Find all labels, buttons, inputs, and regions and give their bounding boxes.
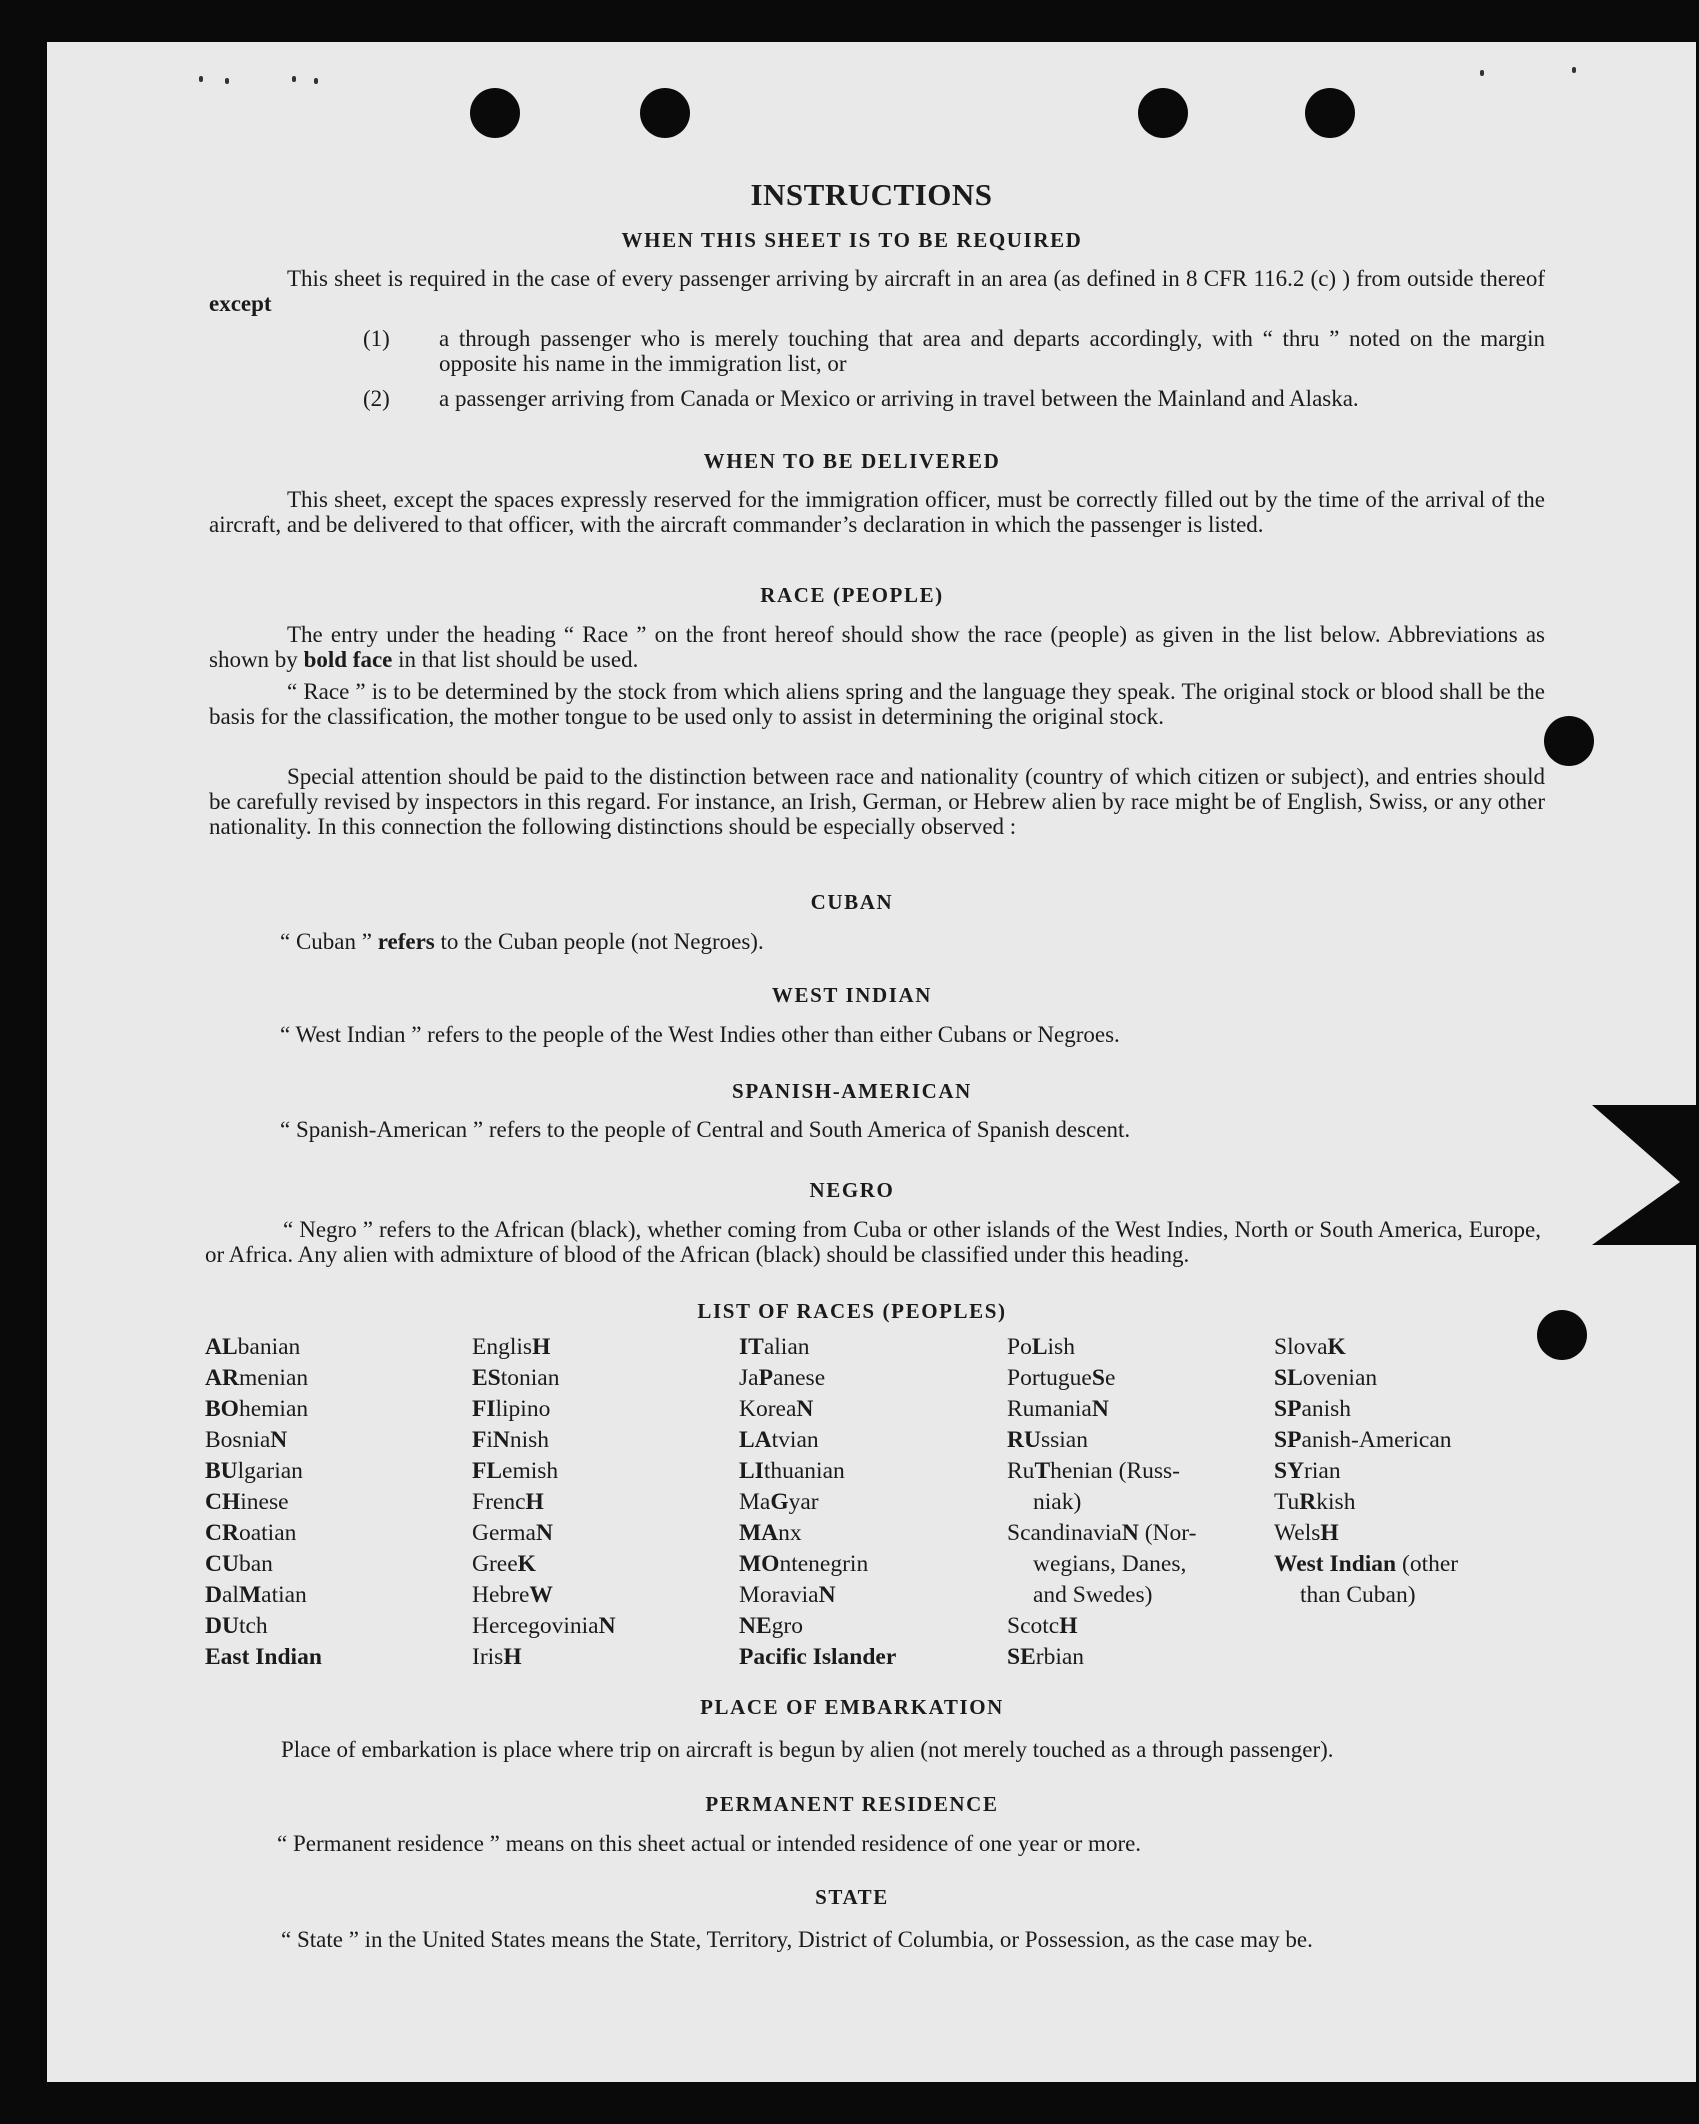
race-abbreviation: N <box>535 1520 553 1546</box>
race-name-text: tonian <box>500 1365 560 1391</box>
race-name-text: lipino <box>495 1396 551 1422</box>
race-list-item <box>472 1394 732 1425</box>
race-abbreviation: W <box>529 1582 553 1608</box>
race-abbreviation: P <box>758 1365 773 1391</box>
race-list-item <box>739 1456 999 1487</box>
race-list-item <box>472 1580 732 1611</box>
race-abbreviation: F <box>472 1427 487 1453</box>
race-name-text: menian <box>238 1365 309 1391</box>
races-column-2 <box>472 1332 732 1673</box>
race-list-item <box>1007 1363 1272 1394</box>
race-abbreviation: ES <box>472 1365 501 1391</box>
race-abbreviation: K <box>517 1551 536 1577</box>
race-list-item <box>1274 1549 1514 1580</box>
race-abbreviation: FL <box>472 1458 503 1484</box>
punch-hole <box>470 88 520 138</box>
race-abbreviation: N <box>492 1427 510 1453</box>
race-list-item <box>472 1611 732 1642</box>
race-name-text: oatian <box>238 1520 297 1546</box>
race-list-item <box>472 1549 732 1580</box>
paragraph-spanish-american: “ Spanish-American ” refers to the people of Central and South America of Spanish descent. <box>280 1117 1131 1142</box>
heading-list-of-races: LIST OF RACES (PEOPLES) <box>697 1299 1007 1323</box>
race-list-item <box>1007 1642 1272 1673</box>
race-list-item <box>472 1332 732 1363</box>
item-number: (1) <box>363 326 390 351</box>
race-list-item <box>205 1611 465 1642</box>
race-list-item <box>205 1363 465 1394</box>
race-name-text: Englis <box>472 1334 533 1360</box>
race-name-text: ish <box>1047 1334 1075 1360</box>
race-list-item <box>205 1332 465 1363</box>
race-abbreviation: LA <box>739 1427 772 1453</box>
speck <box>314 78 318 84</box>
race-abbreviation: IT <box>739 1334 764 1360</box>
page-title: INSTRUCTIONS <box>750 177 993 212</box>
race-abbreviation: N <box>598 1613 616 1639</box>
heading-embarkation: PLACE OF EMBARKATION <box>700 1695 1004 1719</box>
paragraph-cuban: “ Cuban ” refers to the Cuban people (not Negroes). <box>280 929 764 954</box>
race-list-item <box>472 1456 732 1487</box>
race-list-item <box>205 1580 465 1611</box>
race-name-text: Slova <box>1274 1334 1328 1360</box>
race-name-text: anish <box>1301 1396 1352 1422</box>
race-abbreviation: RU <box>1007 1427 1041 1453</box>
race-name-text: nish <box>509 1427 550 1453</box>
race-name-text: inese <box>240 1489 289 1515</box>
race-abbreviation: FI <box>472 1396 496 1422</box>
race-abbreviation: S <box>1091 1365 1105 1391</box>
heading-when-delivered: WHEN TO BE DELIVERED <box>703 449 1001 473</box>
speck <box>225 78 229 84</box>
race-abbreviation: N <box>796 1396 814 1422</box>
race-name-text: Portugue <box>1007 1365 1092 1391</box>
race-list-item <box>739 1642 999 1673</box>
document-page <box>47 42 1696 2082</box>
race-list-item <box>205 1549 465 1580</box>
paragraph-state: “ State ” in the United States means the State, Territory, District of Columbia, or Possession, as the case may be. <box>281 1927 1313 1952</box>
race-list-item <box>472 1425 732 1456</box>
race-name-text: Gree <box>472 1551 518 1577</box>
races-column-1 <box>205 1332 465 1673</box>
race-name-text: banian <box>237 1334 301 1360</box>
race-abbreviation: BU <box>205 1458 238 1484</box>
heading-west-indian: WEST INDIAN <box>771 983 933 1007</box>
race-name-text: tvian <box>771 1427 819 1453</box>
race-abbreviation: H <box>1059 1613 1078 1639</box>
race-list-item-text: niak) <box>1033 1489 1082 1515</box>
race-name-text: tch <box>238 1613 268 1639</box>
race-abbreviation: CU <box>205 1551 239 1577</box>
race-name-text: lgarian <box>237 1458 303 1484</box>
race-name-text: ssian <box>1040 1427 1088 1453</box>
paragraph-when-delivered: This sheet, except the spaces expressly reserved for the immigration officer, must be correctly filled out by the time of the arrival of the aircraft, and be delivered to that officer, with the aircraft commander’s declaration in which the passenger is listed. <box>209 487 1545 537</box>
race-name-text: Rumania <box>1007 1396 1092 1422</box>
race-list-item <box>205 1487 465 1518</box>
race-list-item <box>739 1580 999 1611</box>
race-abbreviation: BO <box>205 1396 239 1422</box>
race-abbreviation: R <box>1299 1489 1317 1515</box>
paragraph-race-1: The entry under the heading “ Race ” on the front hereof should show the race (people) as given in the list below. Abbreviations as shown by bold face in that list should be used. <box>209 622 1545 672</box>
item-text: a passenger arriving from Canada or Mexico or arriving in travel between the Mainland and Alaska. <box>439 386 1359 411</box>
race-list-item-text: and Swedes) <box>1033 1582 1153 1608</box>
paragraph-negro: “ Negro ” refers to the African (black), whether coming from Cuba or other islands of the West Indies, North or South America, Europe, or Africa. Any alien with admixture of blood of the African (black) should be classified under this heading. <box>205 1217 1541 1267</box>
race-list-item <box>1274 1394 1514 1425</box>
race-abbreviation: MO <box>739 1551 780 1577</box>
race-abbreviation: SL <box>1274 1365 1303 1391</box>
paragraph-when-required: This sheet is required in the case of every passenger arriving by aircraft in an area (as defined in 8 CFR 116.2 (c) ) from outside thereof except <box>209 266 1545 316</box>
race-list-item <box>739 1611 999 1642</box>
race-abbreviation: LI <box>739 1458 764 1484</box>
races-column-5 <box>1274 1332 1514 1611</box>
race-list-item <box>1274 1425 1514 1456</box>
race-list-item <box>1007 1394 1272 1425</box>
race-abbreviation: MA <box>739 1520 779 1546</box>
race-name-text: anish-American <box>1301 1427 1452 1453</box>
race-abbreviation: M <box>238 1582 262 1608</box>
race-name-text: Scandinavia <box>1007 1520 1122 1546</box>
race-name-text: Korea <box>739 1396 797 1422</box>
race-name-text: Moravia <box>739 1582 819 1608</box>
race-abbreviation: N <box>1091 1396 1109 1422</box>
race-abbreviation: NE <box>739 1613 772 1639</box>
race-abbreviation: T <box>1034 1458 1051 1484</box>
race-list-item <box>1007 1580 1272 1611</box>
race-abbreviation: N <box>270 1427 288 1453</box>
punch-hole <box>640 88 690 138</box>
race-name-text: ovenian <box>1302 1365 1378 1391</box>
paragraph-embarkation: Place of embarkation is place where trip on aircraft is begun by alien (not merely touched as a through passenger). <box>281 1737 1334 1762</box>
paragraph-west-indian: “ West Indian ” refers to the people of the West Indies other than either Cubans or Negroes. <box>280 1022 1120 1047</box>
races-column-4 <box>1007 1332 1272 1673</box>
speck <box>1480 70 1484 76</box>
race-list-item <box>1274 1456 1514 1487</box>
race-list-item <box>472 1487 732 1518</box>
race-list-item <box>1274 1363 1514 1394</box>
heading-race: RACE (PEOPLE) <box>760 583 944 607</box>
race-list-item <box>739 1518 999 1549</box>
race-list-item <box>1274 1332 1514 1363</box>
race-list-item <box>205 1518 465 1549</box>
race-abbreviation: L <box>1031 1334 1048 1360</box>
race-list-item <box>1274 1487 1514 1518</box>
race-name-text: (Nor- <box>1138 1520 1197 1546</box>
race-name-text: gro <box>771 1613 803 1639</box>
race-list-item <box>205 1425 465 1456</box>
race-abbreviation: CH <box>205 1489 241 1515</box>
race-name-text: Germa <box>472 1520 536 1546</box>
race-name-text: nx <box>778 1520 802 1546</box>
race-list-item <box>739 1549 999 1580</box>
race-list-item <box>739 1332 999 1363</box>
heading-spanish-american: SPANISH-AMERICAN <box>732 1079 972 1103</box>
race-abbreviation: East Indian <box>205 1644 322 1670</box>
race-list-item <box>1007 1456 1272 1487</box>
race-name-text: henian (Russ- <box>1050 1458 1181 1484</box>
race-list-item <box>472 1518 732 1549</box>
race-abbreviation: SE <box>1007 1644 1036 1670</box>
race-name-text: Hercegovinia <box>472 1613 599 1639</box>
race-name-text: al <box>221 1582 239 1608</box>
race-abbreviation: SP <box>1274 1427 1302 1453</box>
item-text: a through passenger who is merely touching that area and departs accordingly, with “ thru ” noted on the margin opposite his name in the immigration list, or <box>439 326 1545 376</box>
heading-when-required: WHEN THIS SHEET IS TO BE REQUIRED <box>621 228 1083 252</box>
race-list-item <box>1007 1425 1272 1456</box>
speck <box>292 76 296 82</box>
race-name-text: hemian <box>238 1396 309 1422</box>
race-list-item-text: wegians, Danes, <box>1033 1551 1187 1577</box>
race-list-item <box>205 1456 465 1487</box>
race-abbreviation: AL <box>205 1334 238 1360</box>
race-name-text: Po <box>1007 1334 1032 1360</box>
race-name-text: Hebre <box>472 1582 530 1608</box>
race-name-text: ban <box>238 1551 273 1577</box>
race-name-text: rbian <box>1035 1644 1085 1670</box>
heading-cuban: CUBAN <box>810 890 894 914</box>
speck <box>199 76 203 82</box>
punch-hole <box>1138 88 1188 138</box>
race-abbreviation: N <box>818 1582 836 1608</box>
race-name-text: rian <box>1304 1458 1341 1484</box>
race-name-text: Tu <box>1274 1489 1300 1515</box>
race-abbreviation: Pacific Islander <box>739 1644 897 1670</box>
race-list-item <box>1274 1518 1514 1549</box>
race-abbreviation: AR <box>205 1365 239 1391</box>
race-list-item <box>739 1363 999 1394</box>
race-name-text: Bosnia <box>205 1427 271 1453</box>
race-name-text: e <box>1104 1365 1116 1391</box>
speck <box>1572 67 1576 73</box>
race-abbreviation: DU <box>205 1613 239 1639</box>
race-list-item <box>472 1642 732 1673</box>
race-list-item <box>1274 1580 1514 1611</box>
race-abbreviation: D <box>205 1582 222 1608</box>
race-name-text: Ja <box>739 1365 759 1391</box>
race-name-text: yar <box>788 1489 819 1515</box>
race-abbreviation: K <box>1327 1334 1346 1360</box>
race-list-item <box>739 1487 999 1518</box>
paragraph-race-3: Special attention should be paid to the distinction between race and nationality (country of which citizen or subject), and entries should be carefully revised by inspectors in this regard. For instance, an Irish, German, or Hebrew alien by race might be of English, Swiss, or any other nationality. In this connection the following distinctions should be especially observed : <box>209 764 1545 839</box>
heading-permanent-residence: PERMANENT RESIDENCE <box>705 1792 999 1816</box>
race-abbreviation: H <box>525 1489 544 1515</box>
race-abbreviation: West Indian <box>1274 1551 1397 1577</box>
race-abbreviation: H <box>1320 1520 1339 1546</box>
race-list-item <box>1007 1549 1272 1580</box>
race-name-text: Iris <box>472 1644 504 1670</box>
race-abbreviation: G <box>770 1489 789 1515</box>
race-list-item <box>1007 1518 1272 1549</box>
race-list-item <box>739 1394 999 1425</box>
race-name-text: anese <box>772 1365 826 1391</box>
race-name-text: i <box>486 1427 493 1453</box>
race-abbreviation: SY <box>1274 1458 1305 1484</box>
punch-hole <box>1544 716 1594 766</box>
race-abbreviation: SP <box>1274 1396 1302 1422</box>
paragraph-race-2: “ Race ” is to be determined by the stock from which aliens spring and the language they speak. The original stock or blood shall be the basis for the classification, the mother tongue to be used only to assist in determining the original stock. <box>209 679 1545 729</box>
race-name-text: emish <box>502 1458 559 1484</box>
heading-state: STATE <box>815 1885 889 1909</box>
race-name-text: Scotc <box>1007 1613 1060 1639</box>
paragraph-permanent-residence: “ Permanent residence ” means on this sheet actual or intended residence of one year or more. <box>277 1831 1142 1856</box>
race-name-text: ntenegrin <box>779 1551 869 1577</box>
race-list-item <box>1007 1332 1272 1363</box>
race-list-item <box>472 1363 732 1394</box>
race-list-item <box>205 1394 465 1425</box>
race-name-text: thuanian <box>763 1458 845 1484</box>
race-list-item <box>205 1642 465 1673</box>
race-list-item <box>1007 1487 1272 1518</box>
heading-negro: NEGRO <box>809 1178 895 1202</box>
race-name-text: Frenc <box>472 1489 526 1515</box>
race-name-text: Wels <box>1274 1520 1321 1546</box>
item-number: (2) <box>363 386 390 411</box>
race-list-item <box>739 1425 999 1456</box>
punch-hole <box>1305 88 1355 138</box>
race-list-item-text: than Cuban) <box>1300 1582 1416 1608</box>
race-name-text: atian <box>261 1582 307 1608</box>
race-name-text: alian <box>763 1334 810 1360</box>
races-column-3 <box>739 1332 999 1673</box>
race-abbreviation: H <box>532 1334 551 1360</box>
page-notch <box>1592 1105 1696 1245</box>
race-name-text: Ma <box>739 1489 771 1515</box>
race-name-text: Ru <box>1007 1458 1035 1484</box>
race-name-text: (other <box>1396 1551 1459 1577</box>
race-abbreviation: H <box>503 1644 522 1670</box>
race-abbreviation: CR <box>205 1520 239 1546</box>
race-name-text: kish <box>1316 1489 1356 1515</box>
race-list-item <box>1007 1611 1272 1642</box>
race-abbreviation: N <box>1121 1520 1139 1546</box>
